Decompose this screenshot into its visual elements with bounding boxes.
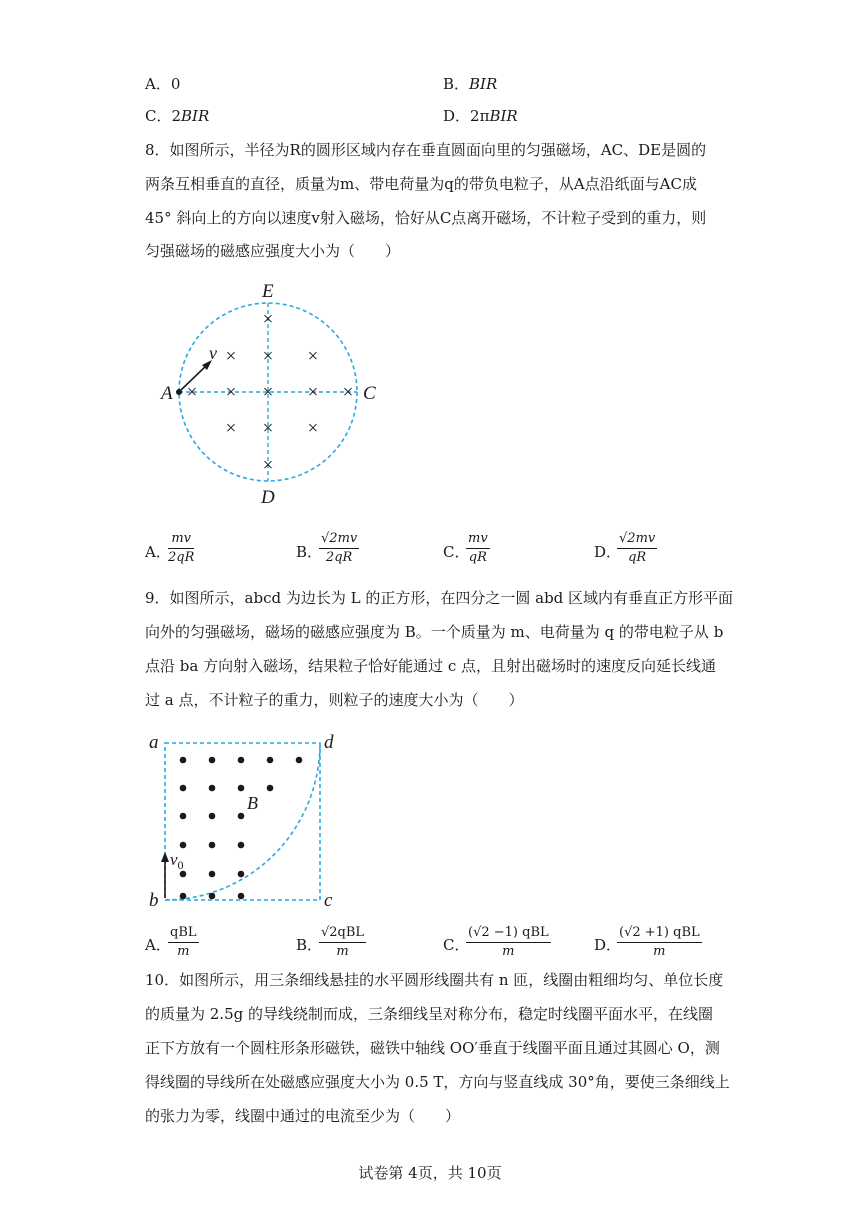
q9-line-3: 点沿 ba 方向射入磁场，结果粒子恰好能通过 c 点，且射出磁场时的速度反向延长线通 bbox=[145, 657, 717, 675]
field-dot bbox=[209, 842, 216, 849]
q7-option-d bbox=[443, 106, 518, 126]
label-d: D bbox=[261, 487, 275, 508]
field-dot bbox=[267, 785, 274, 792]
cross-mark: × bbox=[225, 418, 237, 439]
q9-option-d-numerator: (√2 +1) qBL bbox=[617, 925, 702, 943]
q9-option-c-numerator: (√2 −1) qBL bbox=[466, 925, 551, 943]
q9-square-figure bbox=[145, 728, 355, 913]
label-e: E bbox=[262, 281, 274, 302]
q7-option-b-label: B． bbox=[443, 75, 470, 93]
field-dot bbox=[267, 757, 274, 764]
q8-option-c-fraction bbox=[466, 531, 490, 566]
q8-option-d-num-text: 2mv bbox=[627, 531, 656, 546]
page-footer: 试卷第 4页，共 10页 bbox=[358, 1164, 502, 1182]
q8-circle-figure bbox=[150, 275, 390, 510]
field-dot bbox=[180, 813, 187, 820]
q10-line-5: 的张力为零，线圈中通过的电流至少为（ ） bbox=[145, 1107, 461, 1125]
field-dot bbox=[238, 893, 245, 900]
field-dot bbox=[238, 757, 245, 764]
q10-line-1: 10．如图所示，用三条细线悬挂的水平圆形线圈共有 n 匝，线圈由粗细均匀、单位长度 bbox=[145, 971, 724, 989]
q8-option-b-fraction bbox=[319, 531, 359, 566]
q10-line-3: 正下方放有一个圆柱形条形磁铁，磁铁中轴线 OO′垂直于线圈平面且通过其圆心 O，测 bbox=[145, 1039, 720, 1057]
q8-option-c-numerator: mv bbox=[466, 531, 490, 549]
q9-option-a-denominator: m bbox=[177, 944, 190, 959]
q9-line-4: 过 a 点，不计粒子的重力，则粒子的速度大小为（ ） bbox=[145, 691, 524, 709]
q9-option-a-numerator: qBL bbox=[168, 925, 199, 943]
q7-option-b bbox=[443, 74, 497, 94]
q7-option-b-value: BIR bbox=[469, 75, 498, 93]
q9-line-2: 向外的匀强磁场，磁场的磁感应强度为 B。一个质量为 m、电荷量为 q 的带电粒子从 b bbox=[145, 623, 724, 641]
label-b: b bbox=[149, 890, 159, 911]
label-b-field: B bbox=[247, 793, 258, 813]
q8-line-3: 45° 斜向上的方向以速度v射入磁场，恰好从C点离开磁场，不计粒子受到的重力，则 bbox=[145, 209, 707, 227]
field-dot bbox=[209, 893, 216, 900]
cross-mark: × bbox=[225, 346, 237, 367]
cross-mark: × bbox=[262, 346, 274, 367]
q9-option-b-fraction bbox=[319, 925, 366, 960]
field-dot bbox=[238, 813, 245, 820]
field-dot bbox=[238, 842, 245, 849]
q10-line-2: 的质量为 2.5g 的导线绕制而成，三条细线呈对称分布，稳定时线圈平面水平，在线圈 bbox=[145, 1005, 713, 1023]
q7-option-a: A．0 bbox=[145, 75, 181, 93]
q7-option-c-label: C．2 bbox=[145, 107, 182, 125]
q9-option-d-denominator: m bbox=[653, 944, 666, 959]
q9-option-d-label: D． bbox=[594, 936, 622, 954]
cross-mark: × bbox=[262, 418, 274, 439]
field-dot bbox=[296, 757, 303, 764]
q9-option-c-label: C． bbox=[443, 936, 470, 954]
cross-mark: × bbox=[342, 382, 354, 403]
cross-mark: × bbox=[186, 382, 198, 403]
cross-mark: × bbox=[262, 455, 274, 476]
q7-option-d-value: BIR bbox=[489, 107, 518, 125]
q8-line-1: 8．如图所示，半径为R的圆形区域内存在垂直圆面向里的匀强磁场，AC、DE是圆的 bbox=[145, 141, 707, 159]
q8-option-b-num-text: 2mv bbox=[329, 531, 358, 546]
field-dot bbox=[209, 757, 216, 764]
field-dot bbox=[209, 785, 216, 792]
q9-option-b-numerator: √2qBL bbox=[319, 925, 366, 943]
label-d: d bbox=[324, 732, 334, 753]
q8-option-a-label: A． bbox=[145, 543, 171, 561]
field-dot bbox=[209, 871, 216, 878]
q8-option-b-numerator bbox=[319, 531, 359, 549]
label-v0: $v_0$ bbox=[170, 850, 184, 872]
field-dot bbox=[180, 893, 187, 900]
q8-option-b-denominator: 2qR bbox=[325, 550, 353, 565]
q8-option-a-fraction bbox=[168, 531, 194, 566]
q7-option-c bbox=[145, 106, 209, 126]
label-a: a bbox=[149, 732, 159, 753]
cross-mark: × bbox=[262, 309, 274, 330]
q8-line-4: 匀强磁场的磁感应强度大小为（ ） bbox=[145, 242, 401, 260]
q8-option-c-label: C． bbox=[443, 543, 470, 561]
sqrt-sign: √ bbox=[619, 531, 628, 546]
q8-option-d-denominator: qR bbox=[628, 550, 647, 565]
q8-option-d-fraction bbox=[617, 531, 657, 566]
field-dot bbox=[209, 813, 216, 820]
cross-mark: × bbox=[225, 382, 237, 403]
q8-line-2: 两条互相垂直的直径，质量为m、带电荷量为q的带负电粒子，从A点沿纸面与AC成 bbox=[145, 175, 697, 193]
field-dot bbox=[180, 785, 187, 792]
q8-option-d-label: D． bbox=[594, 543, 622, 561]
q8-option-a-denominator: 2qR bbox=[168, 550, 195, 565]
cross-mark: × bbox=[307, 418, 319, 439]
field-dot bbox=[238, 785, 245, 792]
q9-option-c-fraction bbox=[466, 925, 551, 960]
cross-mark: × bbox=[307, 382, 319, 403]
q8-option-a-numerator: mv bbox=[168, 531, 194, 549]
q10-line-4: 得线圈的导线所在处磁感应强度大小为 0.5 T，方向与竖直线成 30°角，要使三条细线上 bbox=[145, 1073, 730, 1091]
q9-option-a-label: A． bbox=[145, 936, 171, 954]
label-c: c bbox=[324, 890, 333, 911]
cross-mark: × bbox=[262, 382, 274, 403]
field-dot bbox=[180, 757, 187, 764]
q7-option-c-value: BIR bbox=[181, 107, 210, 125]
sqrt-sign: √ bbox=[321, 531, 330, 546]
field-out-of-page-dots bbox=[180, 757, 303, 900]
q8-option-b-label: B． bbox=[296, 543, 323, 561]
q8-option-d-numerator bbox=[617, 531, 657, 549]
label-a: A bbox=[161, 383, 173, 404]
cross-mark: × bbox=[307, 346, 319, 367]
q7-option-d-label: D．2π bbox=[443, 107, 490, 125]
q9-option-c-denominator: m bbox=[502, 944, 515, 959]
field-dot bbox=[180, 842, 187, 849]
q9-option-a-fraction bbox=[168, 925, 199, 960]
q9-line-1: 9．如图所示，abcd 为边长为 L 的正方形，在四分之一圆 abd 区域内有垂直正方形平面 bbox=[145, 589, 734, 607]
label-c: C bbox=[363, 383, 376, 404]
field-dot bbox=[238, 871, 245, 878]
q9-option-b-denominator: m bbox=[336, 944, 349, 959]
v0-arrowhead bbox=[161, 852, 169, 862]
q9-option-d-fraction bbox=[617, 925, 702, 960]
q9-option-b-label: B． bbox=[296, 936, 323, 954]
label-v: v bbox=[209, 343, 217, 363]
q8-option-c-denominator: qR bbox=[468, 550, 487, 565]
